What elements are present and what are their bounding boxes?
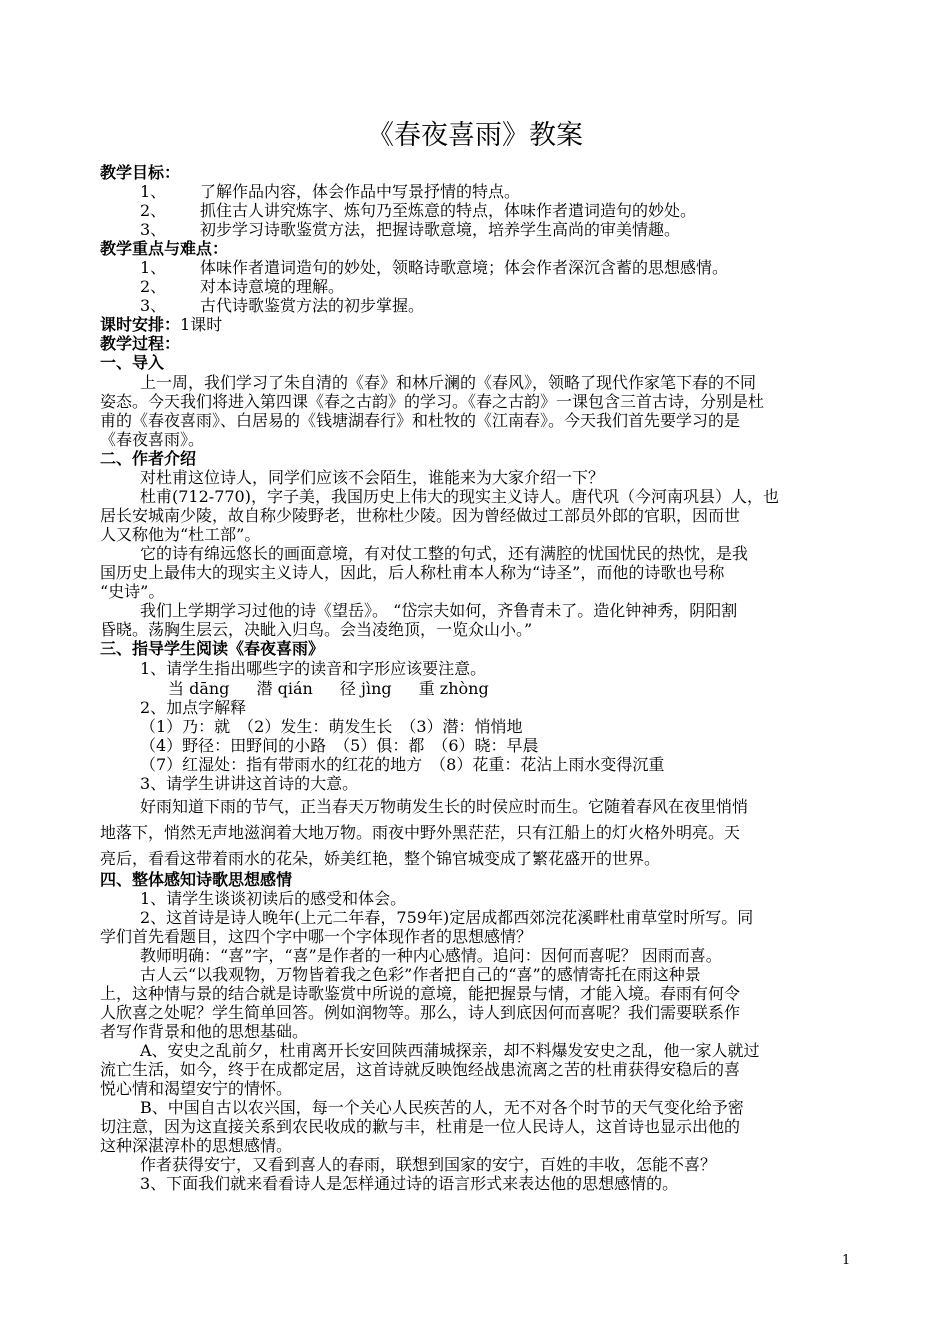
goal-number: 3、 <box>140 220 167 239</box>
paragraph-line: 流亡生活，如今，终于在成都定居，这首诗就反映饱经战患流离之苦的杜甫获得安稳后的喜 <box>100 1060 741 1079</box>
key-point-item <box>140 296 900 315</box>
list-item: 3、请学生讲讲这首诗的大意。 <box>140 774 359 793</box>
paragraph-line: 这种深湛淳朴的思想感情。 <box>100 1136 293 1155</box>
paragraph-line: 好雨知道下雨的节气，正当春天万物萌发生长的时侯应时而生。它随着春风在夜里悄悄 <box>140 797 749 816</box>
schedule-label: 课时安排： <box>100 315 181 334</box>
paragraph-line: 姿态。今天我们将进入第四课《春之古韵》的学习。《春之古韵》一课包含三首古诗，分别是杜 <box>100 392 765 411</box>
paragraph-line: 国历史上最伟大的现实主义诗人，因此，后人称杜甫本人称为“诗圣”，而他的诗歌也号称 <box>100 563 725 582</box>
key-point-item <box>140 277 900 296</box>
page-title: 《春夜喜雨》教案 <box>367 120 583 151</box>
key-point-number: 1、 <box>140 258 167 277</box>
paragraph-line: 2、这首诗是诗人晚年(上元二年春，759年)定居成都西郊浣花溪畔杜甫草堂时所写。同 <box>140 908 754 927</box>
paragraph-line: 人又称他为“杜工部”。 <box>100 525 261 544</box>
goal-item <box>140 182 900 201</box>
paragraph-line: 上，这种情与景的结合就是诗歌鉴赏中所说的意境，能把握景与情，才能入境。春雨有何令 <box>100 984 741 1003</box>
paragraph-line: 学们首先看题目，这四个字中哪一个字体现作者的思想感情？ <box>100 927 533 946</box>
goal-number: 1、 <box>140 182 167 201</box>
key-point-text: 对本诗意境的理解。 <box>200 277 345 296</box>
paragraph-line: 地落下，悄然无声地滋润着大地万物。雨夜中野外黑茫茫，只有江船上的灯火格外明亮。天 <box>100 823 741 842</box>
section-1-heading: 一、导入 <box>100 353 165 372</box>
glossary-line: （1）乃：就 （2）发生：萌发生长 （3）潜：悄悄地 <box>140 717 523 736</box>
goals-heading: 教学目标： <box>100 163 181 182</box>
paragraph-line: 甫的《春夜喜雨》、白居易的《钱塘湖春行》和杜牧的《江南春》。今天我们首先要学习的是 <box>100 411 741 430</box>
pinyin-item: 径 jìng <box>339 679 392 698</box>
paragraph-line: 切注意，因为这直接关系到农民收成的歉与丰，杜甫是一位人民诗人，这首诗也显示出他的 <box>100 1117 741 1136</box>
paragraph-line: 对杜甫这位诗人，同学们应该不会陌生，谁能来为大家介绍一下？ <box>140 468 605 487</box>
paragraph-line: 我们上学期学习过他的诗《望岳》。 “岱宗夫如何，齐鲁青未了。造化钟神秀，阴阳割 <box>140 601 738 620</box>
schedule-value: 1课时 <box>180 315 223 334</box>
paragraph-line: 昏晓。荡胸生层云，决眦入归鸟。会当凌绝顶，一览众山小。” <box>100 620 533 639</box>
paragraph-line: 《春夜喜雨》。 <box>100 430 205 449</box>
paragraph-line: 教师明确：“喜”字，“喜”是作者的一种内心感情。追问：因何而喜呢？ 因雨而喜。 <box>140 946 722 965</box>
goal-item <box>140 220 900 239</box>
goal-text: 抓住古人讲究炼字、炼句乃至炼意的特点，体味作者遣词造句的妙处。 <box>200 201 697 220</box>
paragraph-line: 作者获得安宁，又看到喜人的春雨，联想到国家的安宁，百姓的丰收，怎能不喜？ <box>140 1155 717 1174</box>
paragraph-line: 古人云“以我观物，万物皆着我之色彩”作者把自己的“喜”的感情寄托在雨这种景 <box>140 965 701 984</box>
list-item: 2、加点字解释 <box>140 698 247 717</box>
paragraph-line: “史诗”。 <box>100 582 165 601</box>
list-item: 1、请学生指出哪些字的读音和字形应该要注意。 <box>140 659 487 678</box>
key-points-heading: 教学重点与难点： <box>100 239 229 258</box>
paragraph-line: 1、请学生谈谈初读后的感受和体会。 <box>140 889 407 908</box>
pinyin-item: 当 dāng <box>168 679 230 698</box>
goal-item <box>140 201 900 220</box>
paragraph-line: 人欣喜之处呢？学生简单回答。例如润物等。那么，诗人到底因何而喜呢？我们需要联系作 <box>100 1003 741 1022</box>
key-point-item <box>140 258 900 277</box>
paragraph-line: 者写作背景和他的思想基础。 <box>100 1022 309 1041</box>
pinyin-item: 潜 qián <box>256 679 313 698</box>
schedule-line <box>100 315 860 334</box>
key-point-number: 2、 <box>140 277 167 296</box>
section-2-heading: 二、作者介绍 <box>100 449 197 468</box>
paragraph-line: B、中国自古以农兴国，每一个关心人民疾苦的人，无不对各个时节的天气变化给予密 <box>140 1098 744 1117</box>
section-3-heading: 三、指导学生阅读《春夜喜雨》 <box>100 639 325 658</box>
section-4-heading: 四、整体感知诗歌思想感情 <box>100 870 293 889</box>
paragraph-line: 悦心情和渴望安宁的情怀。 <box>100 1079 293 1098</box>
key-point-text: 体味作者遣词造句的妙处，领略诗歌意境；体会作者深沉含蓄的思想感情。 <box>200 258 729 277</box>
goal-text: 了解作品内容，体会作品中写景抒情的特点。 <box>200 182 521 201</box>
paragraph-line: 上一周，我们学习了朱自清的《春》和林斤澜的《春风》，领略了现代作家笔下春的不同 <box>140 373 757 392</box>
page-number: 1 <box>842 1253 851 1268</box>
goal-number: 2、 <box>140 201 167 220</box>
pinyin-row <box>168 679 928 698</box>
key-point-number: 3、 <box>140 296 167 315</box>
key-point-text: 古代诗歌鉴赏方法的初步掌握。 <box>200 296 425 315</box>
paragraph-line: 亮后，看看这带着雨水的花朵，娇美红艳，整个锦官城变成了繁花盛开的世界。 <box>100 849 661 868</box>
process-heading: 教学过程： <box>100 334 181 353</box>
paragraph-line: 居长安城南少陵，故自称少陵野老，世称杜少陵。因为曾经做过工部员外郎的官职，因而世 <box>100 506 741 525</box>
glossary-line: （7）红湿处：指有带雨水的红花的地方 （8）花重：花沾上雨水变得沉重 <box>140 755 665 774</box>
goal-text: 初步学习诗歌鉴赏方法，把握诗歌意境，培养学生高尚的审美情趣。 <box>200 220 681 239</box>
paragraph-line: A、安史之乱前夕，杜甫离开长安回陕西蒲城探亲，却不料爆发安史之乱，他一家人就过 <box>140 1041 760 1060</box>
paragraph-line: 3、下面我们就来看看诗人是怎样通过诗的语言形式来表达他的思想感情的。 <box>140 1174 679 1193</box>
glossary-line: （4）野径：田野间的小路 （5）俱：都 （6）晓：早晨 <box>140 736 539 755</box>
paragraph-line: 它的诗有绵远悠长的画面意境，有对仗工整的句式，还有满腔的忧国忧民的热忱，是我 <box>140 544 749 563</box>
paragraph-line: 杜甫(712-770)，字子美，我国历史上伟大的现实主义诗人。唐代巩（今河南巩县）人，也 <box>140 487 779 506</box>
pinyin-item: 重 zhòng <box>418 679 489 698</box>
